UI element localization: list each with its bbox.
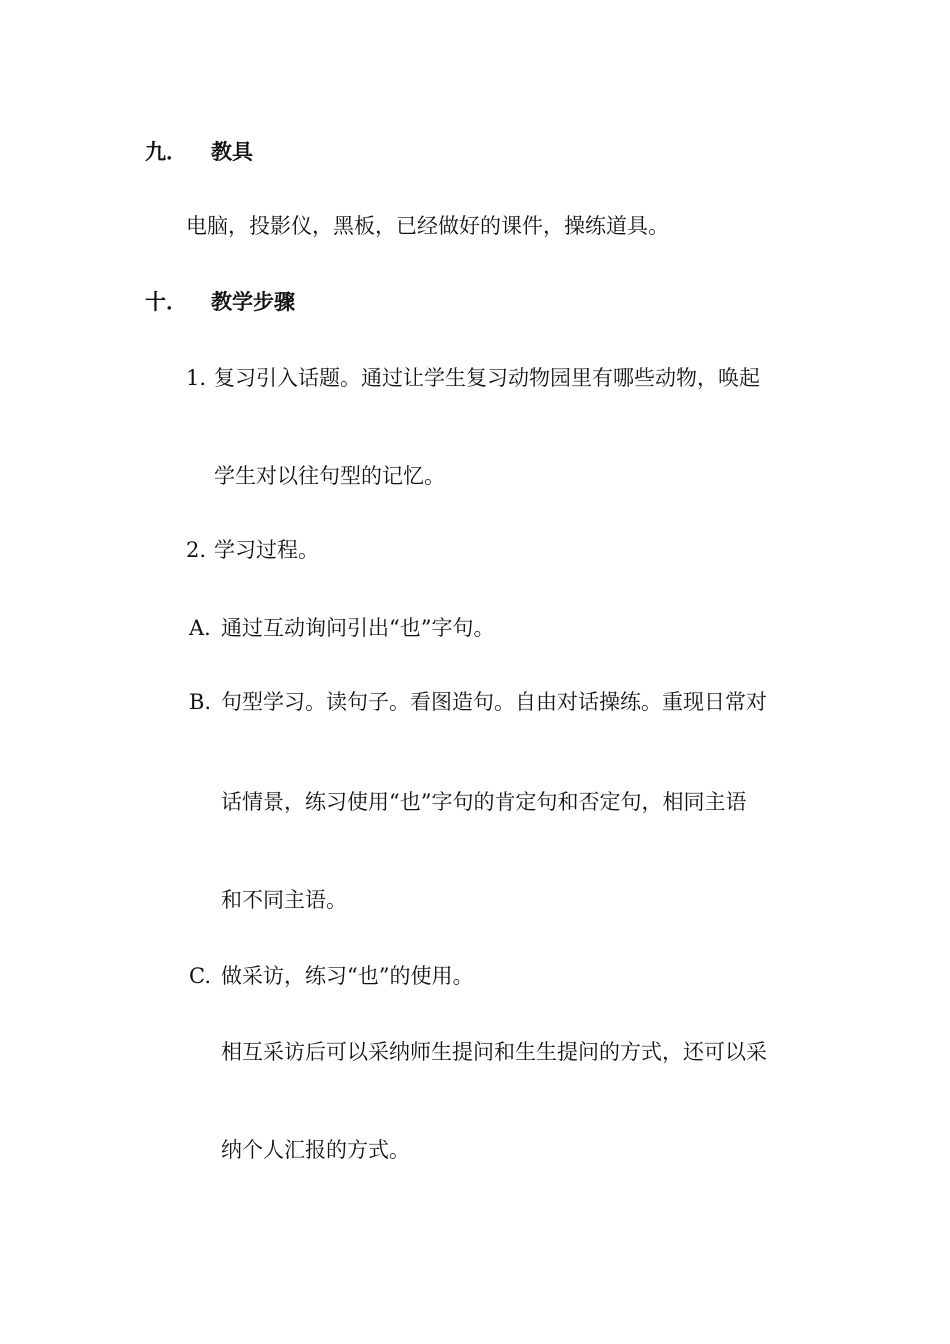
substep-b-line-2: 话情景，练习使用“也”字句的肯定句和否定句，相同主语 [221,790,747,814]
substep-c-line-2: 相互采访后可以采纳师生提问和生生提问的方式，还可以采 [221,1040,767,1064]
substep-marker: A. [189,616,211,640]
substep-marker: C. [189,964,211,988]
section-number: 九． [145,140,187,164]
section-heading-10 [145,288,295,316]
step-1-line-1 [186,364,760,392]
substep-marker: B. [189,690,212,714]
substep-text: 句型学习。读句子。看图造句。自由对话操练。重现日常对 [221,690,767,714]
section-body-text: 电脑，投影仪，黑板，已经做好的课件，操练道具。 [186,214,669,238]
section-title: 教学步骤 [211,290,295,314]
substep-text: 通过互动询问引出“也”字句。 [221,616,495,640]
substep-b-line-3: 和不同主语。 [221,888,347,912]
step-2-line-1 [186,536,319,564]
step-text: 学习过程。 [214,538,319,562]
step-marker: 1. [186,366,207,390]
step-marker: 2. [186,538,207,562]
section-title: 教具 [211,140,253,164]
section-number: 十． [145,290,187,314]
step-text: 复习引入话题。通过让学生复习动物园里有哪些动物，唤起 [214,366,760,390]
substep-text: 做采访，练习“也”的使用。 [221,964,474,988]
substep-c-line-3: 纳个人汇报的方式。 [221,1138,410,1162]
substep-c-line-1 [189,962,473,990]
substep-a-line-1 [189,614,494,642]
substep-b-line-1 [189,688,767,716]
step-1-line-2: 学生对以往句型的记忆。 [214,464,445,488]
section-heading-9 [145,138,253,166]
